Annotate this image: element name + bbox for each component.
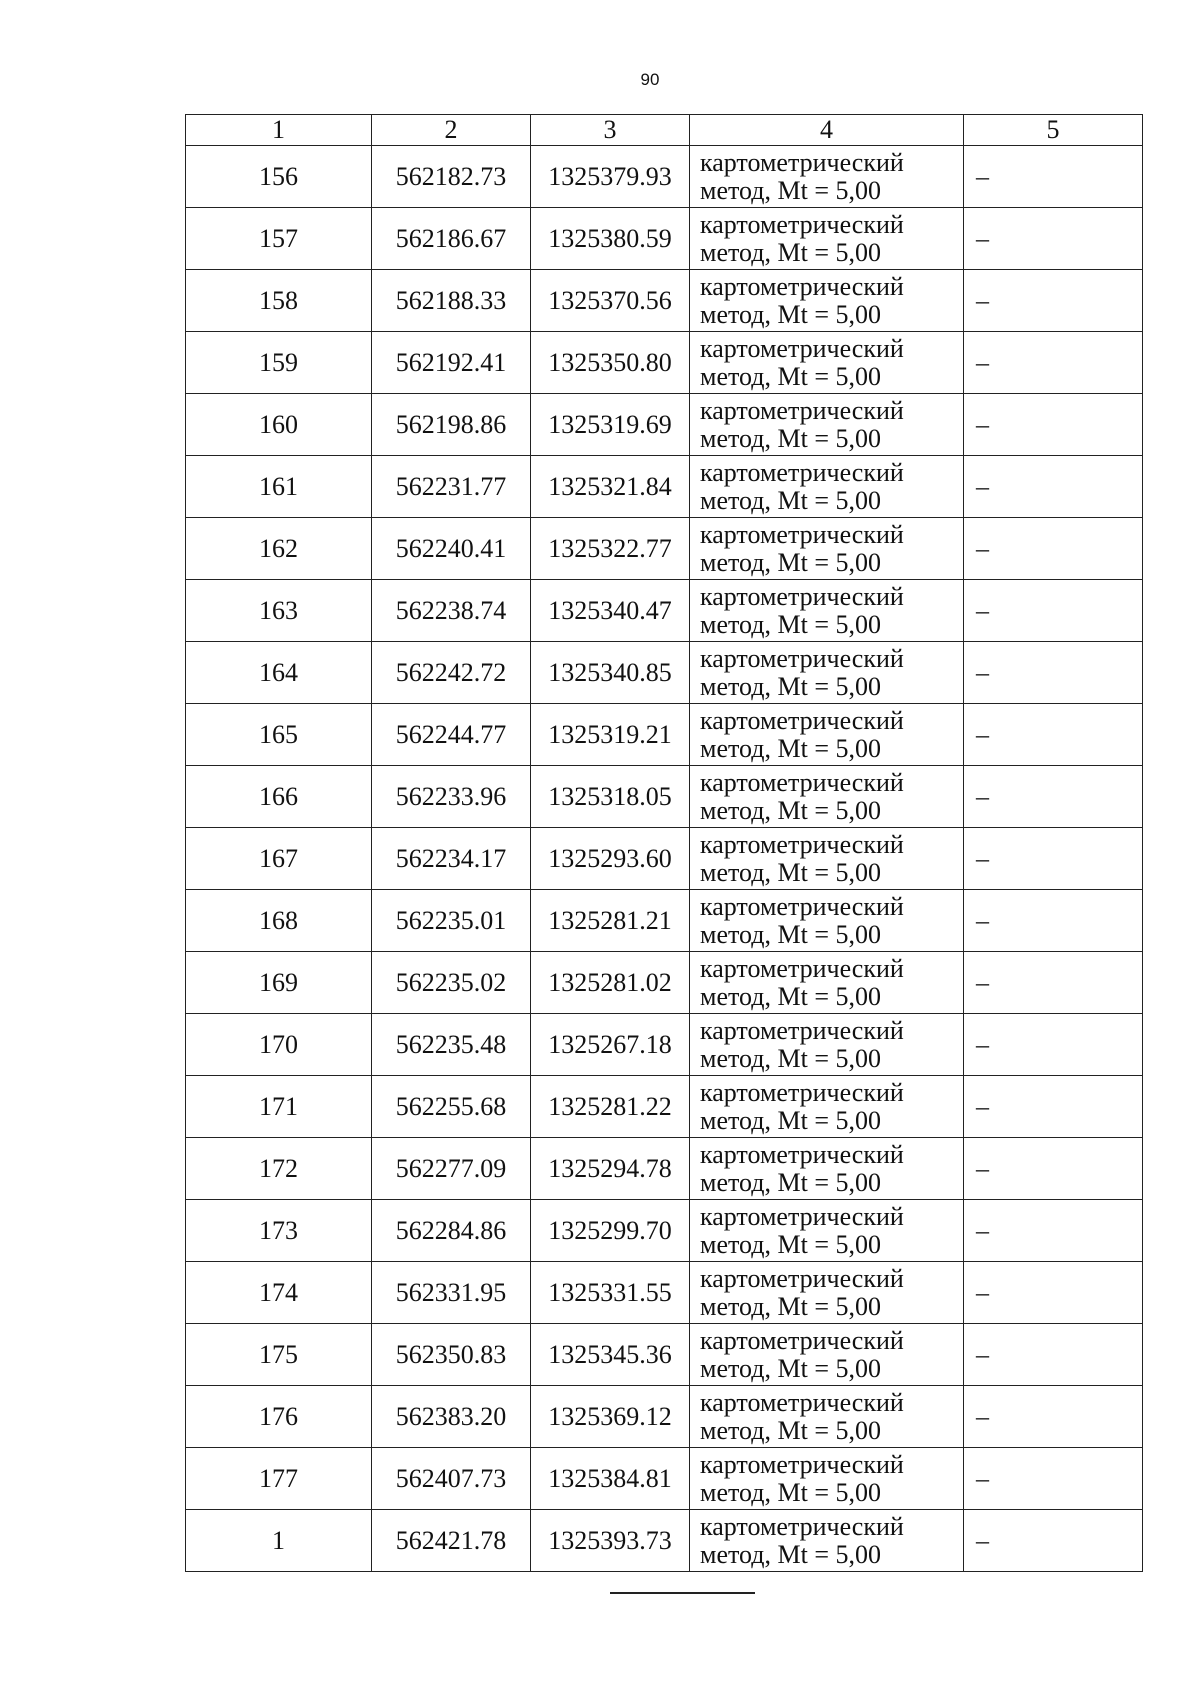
point-number: 164 <box>186 642 372 704</box>
coordinate-y: 1325384.81 <box>531 1448 690 1510</box>
table-row <box>186 208 1143 270</box>
coordinate-x: 562421.78 <box>372 1510 531 1572</box>
table-row <box>186 1200 1143 1262</box>
method-line-1: картометрический <box>700 829 904 859</box>
coordinate-x: 562235.01 <box>372 890 531 952</box>
note-cell: – <box>964 394 1143 456</box>
method-line-2: метод, Mt = 5,00 <box>700 919 881 949</box>
coordinate-x: 562234.17 <box>372 828 531 890</box>
determination-method <box>690 580 964 642</box>
coordinate-x: 562350.83 <box>372 1324 531 1386</box>
method-line-1: картометрический <box>700 209 904 239</box>
determination-method <box>690 1510 964 1572</box>
method-line-2: метод, Mt = 5,00 <box>700 733 881 763</box>
note-cell: – <box>964 828 1143 890</box>
coordinate-y: 1325281.21 <box>531 890 690 952</box>
method-line-1: картометрический <box>700 333 904 363</box>
point-number: 177 <box>186 1448 372 1510</box>
table-row <box>186 1448 1143 1510</box>
determination-method <box>690 642 964 704</box>
coordinate-y: 1325294.78 <box>531 1138 690 1200</box>
coordinate-y: 1325379.93 <box>531 146 690 208</box>
determination-method <box>690 1262 964 1324</box>
method-line-1: картометрический <box>700 1449 904 1479</box>
note-cell: – <box>964 704 1143 766</box>
coordinate-y: 1325321.84 <box>531 456 690 518</box>
method-line-2: метод, Mt = 5,00 <box>700 1415 881 1445</box>
determination-method <box>690 518 964 580</box>
determination-method <box>690 952 964 1014</box>
table-row <box>186 332 1143 394</box>
coordinate-x: 562188.33 <box>372 270 531 332</box>
note-cell: – <box>964 1448 1143 1510</box>
point-number: 157 <box>186 208 372 270</box>
coordinate-x: 562284.86 <box>372 1200 531 1262</box>
method-line-2: метод, Mt = 5,00 <box>700 547 881 577</box>
method-line-1: картометрический <box>700 1387 904 1417</box>
determination-method <box>690 1324 964 1386</box>
table-row <box>186 1510 1143 1572</box>
coordinate-x: 562235.02 <box>372 952 531 1014</box>
point-number: 175 <box>186 1324 372 1386</box>
coordinate-x: 562242.72 <box>372 642 531 704</box>
method-line-2: метод, Mt = 5,00 <box>700 671 881 701</box>
point-number: 162 <box>186 518 372 580</box>
method-line-2: метод, Mt = 5,00 <box>700 1105 881 1135</box>
note-cell: – <box>964 208 1143 270</box>
determination-method <box>690 270 964 332</box>
note-cell: – <box>964 518 1143 580</box>
header-col-5: 5 <box>964 115 1143 146</box>
determination-method <box>690 146 964 208</box>
note-cell: – <box>964 642 1143 704</box>
determination-method <box>690 456 964 518</box>
coordinate-y: 1325340.47 <box>531 580 690 642</box>
table-row <box>186 828 1143 890</box>
table-row <box>186 642 1143 704</box>
table-row <box>186 704 1143 766</box>
note-cell: – <box>964 1386 1143 1448</box>
table-row <box>186 952 1143 1014</box>
method-line-2: метод, Mt = 5,00 <box>700 1229 881 1259</box>
coordinate-y: 1325267.18 <box>531 1014 690 1076</box>
method-line-2: метод, Mt = 5,00 <box>700 795 881 825</box>
table-row <box>186 518 1143 580</box>
coordinate-x: 562383.20 <box>372 1386 531 1448</box>
table-row <box>186 1386 1143 1448</box>
coordinate-x: 562233.96 <box>372 766 531 828</box>
table-body <box>186 146 1143 1572</box>
note-cell: – <box>964 1138 1143 1200</box>
table-row <box>186 146 1143 208</box>
note-cell: – <box>964 456 1143 518</box>
note-cell: – <box>964 1014 1143 1076</box>
point-number: 173 <box>186 1200 372 1262</box>
determination-method <box>690 332 964 394</box>
point-number: 169 <box>186 952 372 1014</box>
point-number: 161 <box>186 456 372 518</box>
point-number: 174 <box>186 1262 372 1324</box>
note-cell: – <box>964 1510 1143 1572</box>
method-line-1: картометрический <box>700 147 904 177</box>
table-row <box>186 270 1143 332</box>
method-line-1: картометрический <box>700 1139 904 1169</box>
coordinate-y: 1325393.73 <box>531 1510 690 1572</box>
coordinates-table <box>185 114 1143 1572</box>
method-line-1: картометрический <box>700 767 904 797</box>
method-line-1: картометрический <box>700 1077 904 1107</box>
table-row <box>186 1076 1143 1138</box>
method-line-2: метод, Mt = 5,00 <box>700 857 881 887</box>
point-number: 172 <box>186 1138 372 1200</box>
coordinate-y: 1325345.36 <box>531 1324 690 1386</box>
point-number: 1 <box>186 1510 372 1572</box>
table-row <box>186 890 1143 952</box>
method-line-1: картометрический <box>700 1015 904 1045</box>
coordinate-y: 1325369.12 <box>531 1386 690 1448</box>
determination-method <box>690 1200 964 1262</box>
determination-method <box>690 828 964 890</box>
table-row <box>186 456 1143 518</box>
point-number: 167 <box>186 828 372 890</box>
method-line-1: картометрический <box>700 1201 904 1231</box>
note-cell: – <box>964 332 1143 394</box>
method-line-1: картометрический <box>700 643 904 673</box>
coordinate-y: 1325322.77 <box>531 518 690 580</box>
method-line-1: картометрический <box>700 457 904 487</box>
header-col-4: 4 <box>690 115 964 146</box>
coordinate-x: 562277.09 <box>372 1138 531 1200</box>
coordinate-x: 562192.41 <box>372 332 531 394</box>
page-number: 90 <box>640 70 660 89</box>
table-header-row <box>186 115 1143 146</box>
method-line-1: картометрический <box>700 891 904 921</box>
determination-method <box>690 1076 964 1138</box>
method-line-1: картометрический <box>700 519 904 549</box>
point-number: 163 <box>186 580 372 642</box>
point-number: 168 <box>186 890 372 952</box>
method-line-2: метод, Mt = 5,00 <box>700 1043 881 1073</box>
coordinate-y: 1325281.02 <box>531 952 690 1014</box>
coordinate-y: 1325281.22 <box>531 1076 690 1138</box>
method-line-2: метод, Mt = 5,00 <box>700 237 881 267</box>
determination-method <box>690 890 964 952</box>
determination-method <box>690 704 964 766</box>
table-row <box>186 1014 1143 1076</box>
table-row <box>186 1262 1143 1324</box>
determination-method <box>690 394 964 456</box>
coordinate-y: 1325318.05 <box>531 766 690 828</box>
coordinate-x: 562231.77 <box>372 456 531 518</box>
note-cell: – <box>964 146 1143 208</box>
method-line-2: метод, Mt = 5,00 <box>700 361 881 391</box>
coordinate-x: 562244.77 <box>372 704 531 766</box>
note-cell: – <box>964 580 1143 642</box>
end-divider <box>610 1592 755 1594</box>
point-number: 160 <box>186 394 372 456</box>
method-line-1: картометрический <box>700 395 904 425</box>
note-cell: – <box>964 766 1143 828</box>
method-line-1: картометрический <box>700 1511 904 1541</box>
coordinate-y: 1325319.69 <box>531 394 690 456</box>
point-number: 165 <box>186 704 372 766</box>
note-cell: – <box>964 1262 1143 1324</box>
method-line-2: метод, Mt = 5,00 <box>700 299 881 329</box>
table-row <box>186 580 1143 642</box>
coordinate-y: 1325331.55 <box>531 1262 690 1324</box>
table-row <box>186 766 1143 828</box>
determination-method <box>690 208 964 270</box>
determination-method <box>690 1138 964 1200</box>
point-number: 156 <box>186 146 372 208</box>
note-cell: – <box>964 890 1143 952</box>
point-number: 166 <box>186 766 372 828</box>
point-number: 159 <box>186 332 372 394</box>
table-row <box>186 1324 1143 1386</box>
method-line-2: метод, Mt = 5,00 <box>700 423 881 453</box>
point-number: 176 <box>186 1386 372 1448</box>
method-line-2: метод, Mt = 5,00 <box>700 609 881 639</box>
method-line-2: метод, Mt = 5,00 <box>700 1539 881 1569</box>
coordinate-y: 1325350.80 <box>531 332 690 394</box>
coordinate-x: 562331.95 <box>372 1262 531 1324</box>
point-number: 170 <box>186 1014 372 1076</box>
coordinate-x: 562235.48 <box>372 1014 531 1076</box>
coordinate-x: 562407.73 <box>372 1448 531 1510</box>
note-cell: – <box>964 270 1143 332</box>
coordinate-x: 562238.74 <box>372 580 531 642</box>
determination-method <box>690 1386 964 1448</box>
method-line-1: картометрический <box>700 953 904 983</box>
coordinate-x: 562198.86 <box>372 394 531 456</box>
note-cell: – <box>964 952 1143 1014</box>
table-row <box>186 1138 1143 1200</box>
coordinate-y: 1325293.60 <box>531 828 690 890</box>
method-line-1: картометрический <box>700 581 904 611</box>
coordinate-x: 562182.73 <box>372 146 531 208</box>
method-line-2: метод, Mt = 5,00 <box>700 1167 881 1197</box>
determination-method <box>690 1014 964 1076</box>
coordinate-x: 562255.68 <box>372 1076 531 1138</box>
method-line-2: метод, Mt = 5,00 <box>700 1477 881 1507</box>
determination-method <box>690 1448 964 1510</box>
coordinate-x: 562240.41 <box>372 518 531 580</box>
table-row <box>186 394 1143 456</box>
method-line-2: метод, Mt = 5,00 <box>700 1353 881 1383</box>
coordinate-y: 1325319.21 <box>531 704 690 766</box>
coordinate-y: 1325380.59 <box>531 208 690 270</box>
coordinate-y: 1325340.85 <box>531 642 690 704</box>
determination-method <box>690 766 964 828</box>
coordinate-y: 1325370.56 <box>531 270 690 332</box>
method-line-2: метод, Mt = 5,00 <box>700 981 881 1011</box>
note-cell: – <box>964 1200 1143 1262</box>
method-line-1: картометрический <box>700 271 904 301</box>
method-line-2: метод, Mt = 5,00 <box>700 175 881 205</box>
note-cell: – <box>964 1076 1143 1138</box>
header-col-1: 1 <box>186 115 372 146</box>
method-line-1: картометрический <box>700 1263 904 1293</box>
point-number: 171 <box>186 1076 372 1138</box>
method-line-1: картометрический <box>700 705 904 735</box>
coordinate-y: 1325299.70 <box>531 1200 690 1262</box>
point-number: 158 <box>186 270 372 332</box>
header-col-3: 3 <box>531 115 690 146</box>
method-line-2: метод, Mt = 5,00 <box>700 485 881 515</box>
method-line-1: картометрический <box>700 1325 904 1355</box>
header-col-2: 2 <box>372 115 531 146</box>
coordinate-x: 562186.67 <box>372 208 531 270</box>
method-line-2: метод, Mt = 5,00 <box>700 1291 881 1321</box>
note-cell: – <box>964 1324 1143 1386</box>
